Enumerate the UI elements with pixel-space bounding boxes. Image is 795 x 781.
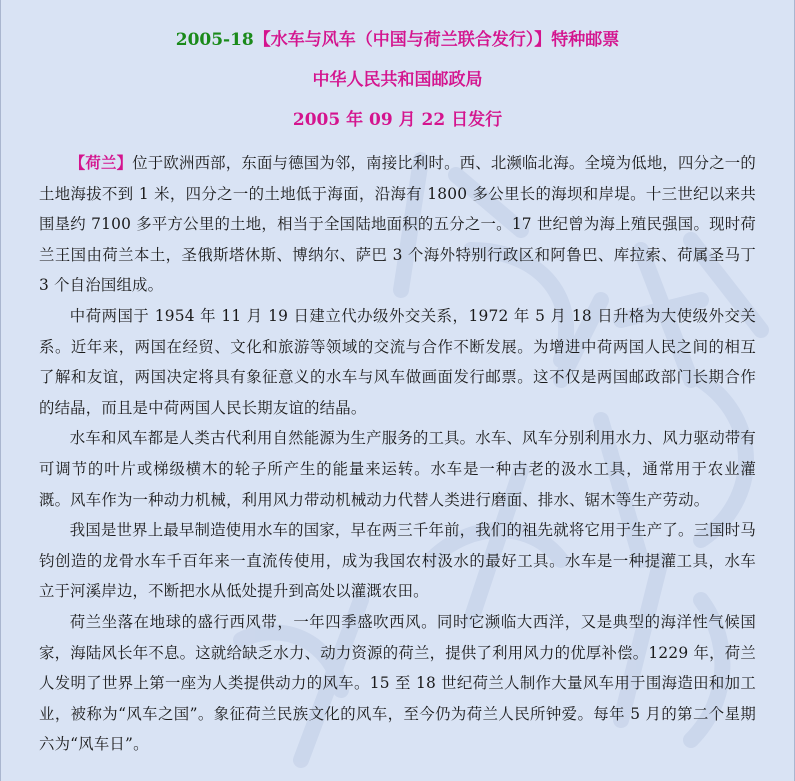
stamp-title <box>1 26 794 54</box>
netherlands-tag: 【荷兰】 <box>69 154 133 172</box>
issue-date: 2005 年 09 月 22 日发行 <box>292 110 503 130</box>
paragraph-china-waterwheel: 我国是世界上最早制造使用水车的国家，早在两三千年前，我们的祖先就将它用于生产了。三国时马钧创造的龙骨水车千百年来一直流传使用，成为我国农村汲水的最好工具。水车是一种提灌工具，水车立于河溪岸边，不断把水从低处提升到高处以灌溉农田。 <box>39 521 756 601</box>
stamp-code: 2005-18 <box>175 30 254 50</box>
paragraph-dutch-windmill: 荷兰坐落在地球的盛行西风带，一年四季盛吹西风。同时它濒临大西洋，又是典型的海洋性气候国家，海陆风长年不息。这就给缺乏水力、动力资源的荷兰，提供了利用风力的优厚补偿。1229 年，荷兰人发明了世界上第一座为人类提供动力的风车。15 至 18 世纪荷兰人制作大量风车用于围海造田和加工业，被称为“风车之国”。象征荷兰民族文化的风车，至今仍为荷兰人民所钟爱。每年 5 月的第二个星期六为“风车日”。 <box>39 612 756 754</box>
article-body <box>1 148 794 760</box>
paragraph-netherlands <box>39 148 756 301</box>
issuer-line: 中华人民共和国邮政局 <box>312 70 483 90</box>
stamp-title-text: 【水车与风车（中国与荷兰联合发行）】特种邮票 <box>253 30 620 50</box>
paragraph-wheels: 水车和风车都是人类古代利用自然能源为生产服务的工具。水车、风车分别利用水力、风力驱动带有可调节的叶片或梯级横木的轮子所产生的能量来运转。水车是一种古老的汲水工具，通常用于农业灌溉。风车作为一种动力机械，利用风力带动机械动力代替人类进行磨面、排水、锯木等生产劳动。 <box>39 429 756 509</box>
document-header <box>1 0 794 134</box>
paragraph-relations: 中荷两国于 1954 年 11 月 19 日建立代办级外交关系，1972 年 5 月 18 日升格为大使级外交关系。近年来，两国在经贸、文化和旅游等领域的交流与合作不断发展。为增进中荷两国人民之间的相互了解和友谊，两国决定将具有象征意义的水车与风车做画面发行邮票。这不仅是两国邮政部门长期合作的结晶，而且是中荷两国人民长期友谊的结晶。 <box>39 306 756 417</box>
paragraph-text: 位于欧洲西部，东面与德国为邻，南接比利时。西、北濒临北海。全境为低地，四分之一的土地海拔不到 1 米，四分之一的土地低于海面，沿海有 1800 多公里长的海坝和岸堤。十三世纪以来共围垦约 7100 多平方公里的土地，相当于全国陆地面积的五分之一。17 世纪曾为海上殖民强国。现时荷兰王国由荷兰本土，圣俄斯塔休斯、博纳尔、萨巴 3 个海外特别行政区和阿鲁巴、库拉索、荷属圣马丁 3 个自治国组成。 <box>39 154 756 295</box>
